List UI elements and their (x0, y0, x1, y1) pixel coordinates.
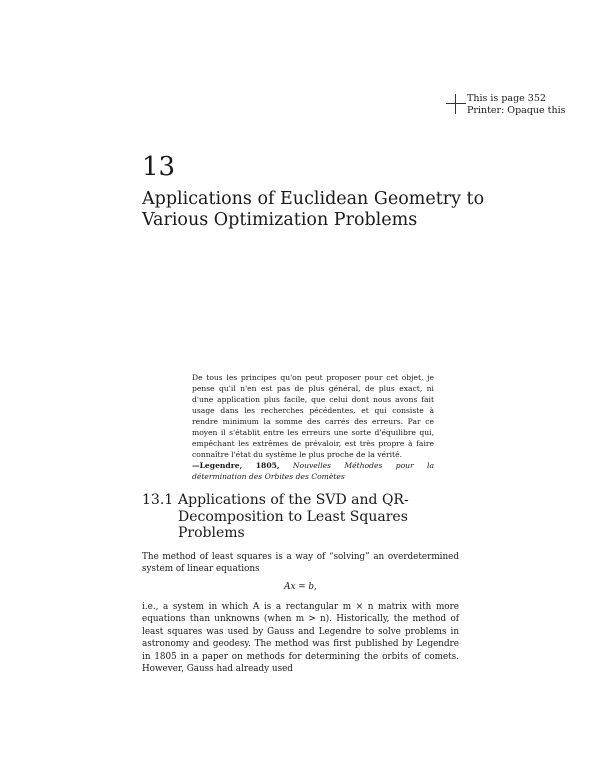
chapter-number: 13 (142, 152, 176, 182)
section-number: 13.1 (142, 492, 174, 508)
epigraph (192, 372, 434, 482)
chapter-title-line2: Various Optimization Problems (142, 210, 418, 230)
crop-mark-icon (446, 94, 466, 114)
epigraph-quote: De tous les principes qu'on peut proposer pour cet objet, je pense qu'il n'en est pas de plus général, de plus exact, ni d'une application plus facile, que celui dont nous avons fait usage dans les recherches pécédentes, et qui consiste à rendre minimum la somme des carrés des erreurs. Par ce moyen il s'établit entre les erreurs une sorte d'équilibre qui, empêchant les extrêmes de prévaloir, est très propre à faire connaître l'état du système le plus proche de la vérité. (192, 373, 434, 459)
epigraph-attribution-name: —Legendre, 1805, (192, 461, 280, 470)
printer-info (467, 93, 566, 117)
equation: Ax = b, (284, 582, 317, 592)
body-paragraph-2: i.e., a system in which A is a rectangular m × n matrix with more equations than unknowns (when m > n). Historically, the method of least squares was used by Gauss and Legendre to solve problems in astronomy and geodesy. The method was first published by Legendre in 1805 in a paper on methods for determining the orbits of comets. However, Gauss had already used (142, 602, 459, 675)
printer-label: Printer: Opaque this (467, 105, 566, 116)
epigraph-attribution-work: Nouvelles Méthodes pour la détermination des Orbites des Comètes (192, 461, 434, 481)
chapter-title (142, 189, 502, 231)
chapter-title-line1: Applications of Euclidean Geometry to (142, 189, 485, 209)
page-label: This is page 352 (467, 93, 546, 104)
section-title: Applications of the SVD and QR-Decomposition to Least Squares Problems (178, 492, 409, 541)
body-paragraph-1: The method of least squares is a way of “solving” an overdetermined system of linear equations (142, 552, 459, 575)
